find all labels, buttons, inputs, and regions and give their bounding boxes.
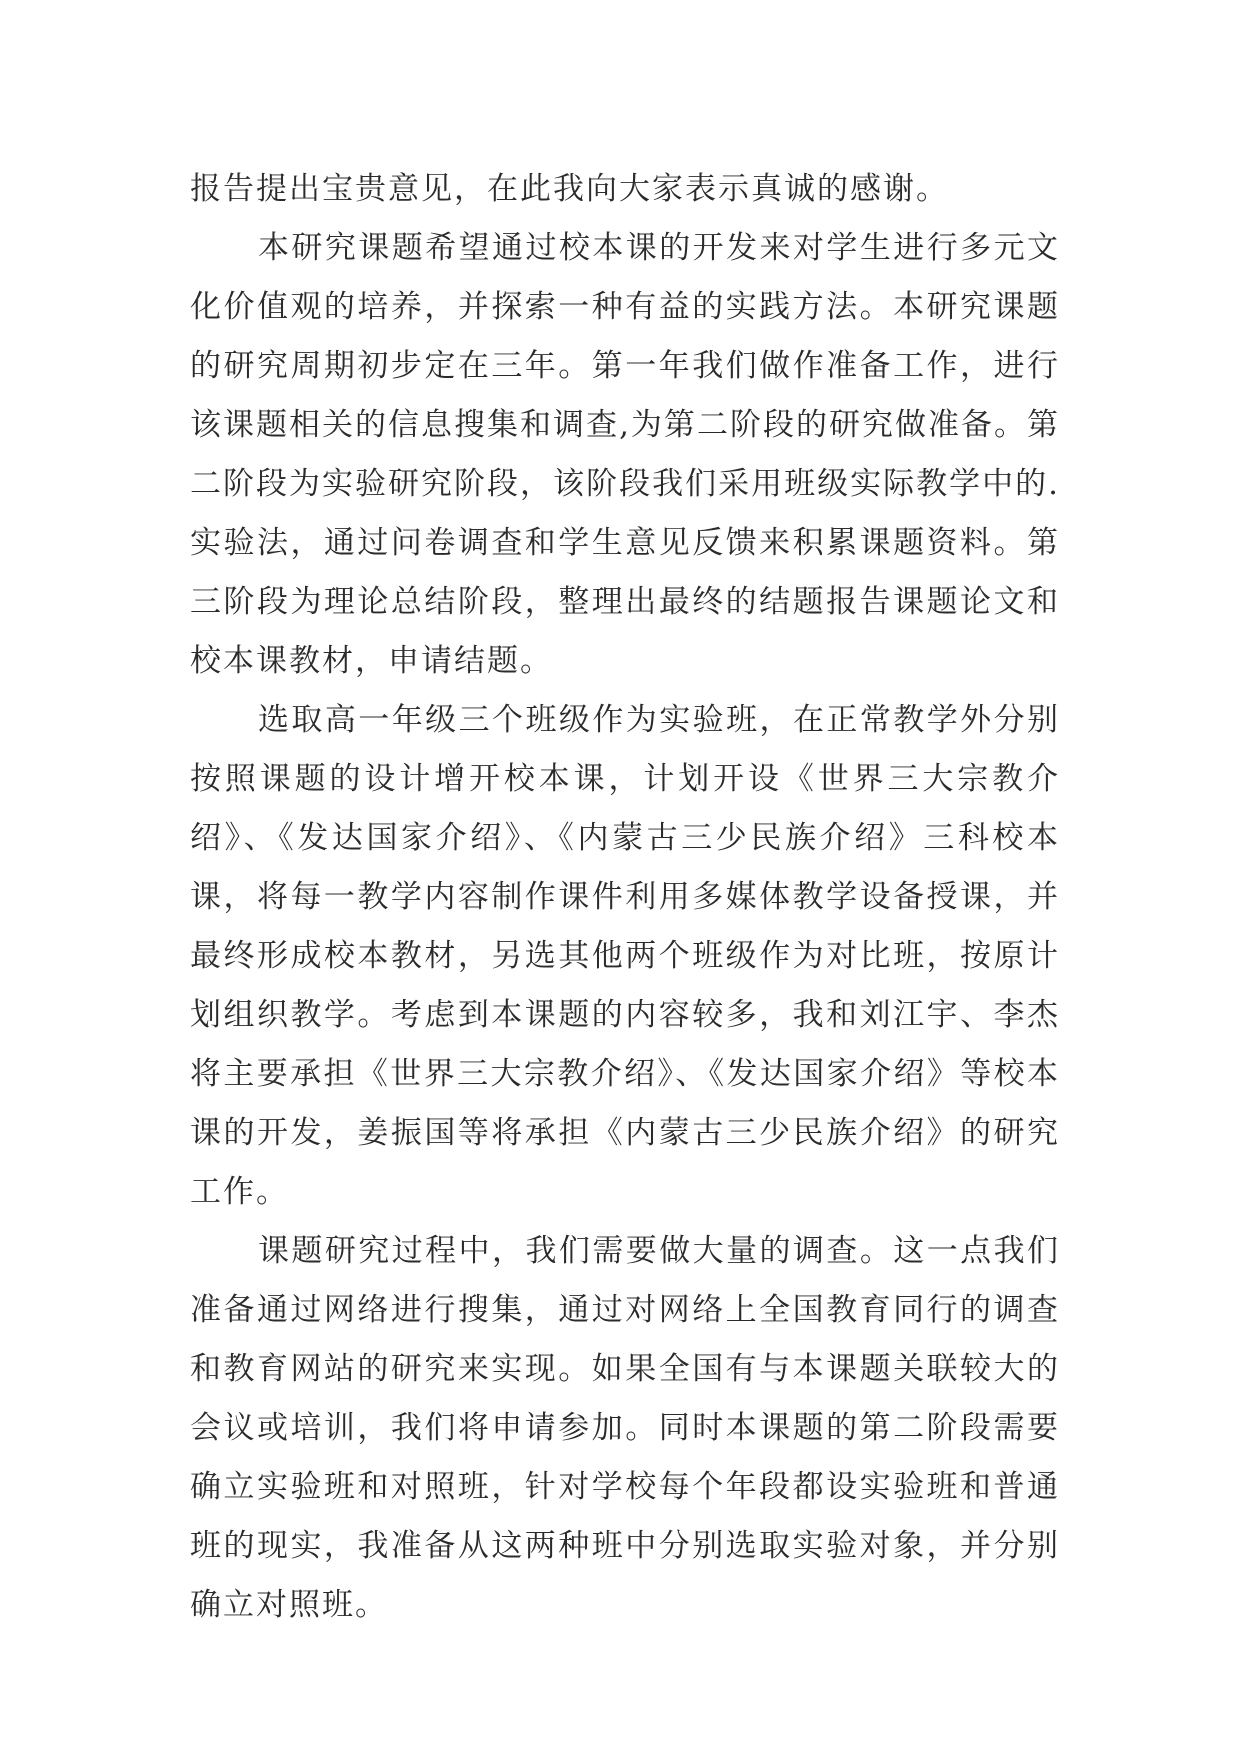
paragraph-survey-method: 课题研究过程中，我们需要做大量的调查。这一点我们准备通过网络进行搜集，通过对网络上全国教育同行的调查和教育网站的研究来实现。如果全国有与本课题关联较大的会议或培训，我们将申请参加。同时本课题的第二阶段需要确立实验班和对照班，针对学校每个年段都设实验班和普通班的现实，我准备从这两种班中分别选取实验对象，并分别确立对照班。: [190, 1233, 1060, 1623]
paragraph-continuation: 报告提出宝贵意见，在此我向大家表示真诚的感谢。: [190, 171, 949, 207]
paragraph-research-plan: 本研究课题希望通过校本课的开发来对学生进行多元文化价值观的培养，并探索一种有益的实践方法。本研究课题的研究周期初步定在三年。第一年我们做作准备工作，进行该课题相关的信息搜集和调查,为第二阶段的研究做准备。第二阶段为实验研究阶段，该阶段我们采用班级实际教学中的.实验法，通过问卷调查和学生意见反馈来积累课题资料。第三阶段为理论总结阶段，整理出最终的结题报告课题论文和校本课教材，申请结题。: [190, 230, 1060, 679]
document-body: [190, 160, 1060, 1635]
paragraph-experiment-classes: 选取高一年级三个班级作为实验班，在正常教学外分别按照课题的设计增开校本课，计划开设《世界三大宗教介绍》、《发达国家介绍》、《内蒙古三少民族介绍》三科校本课，将每一教学内容制作课件利用多媒体教学设备授课，并最终形成校本教材，另选其他两个班级作为对比班，按原计划组织教学。考虑到本课题的内容较多，我和刘江宇、李杰将主要承担《世界三大宗教介绍》、《发达国家介绍》等校本课的开发，姜振国等将承担《内蒙古三少民族介绍》的研究工作。: [190, 702, 1060, 1210]
